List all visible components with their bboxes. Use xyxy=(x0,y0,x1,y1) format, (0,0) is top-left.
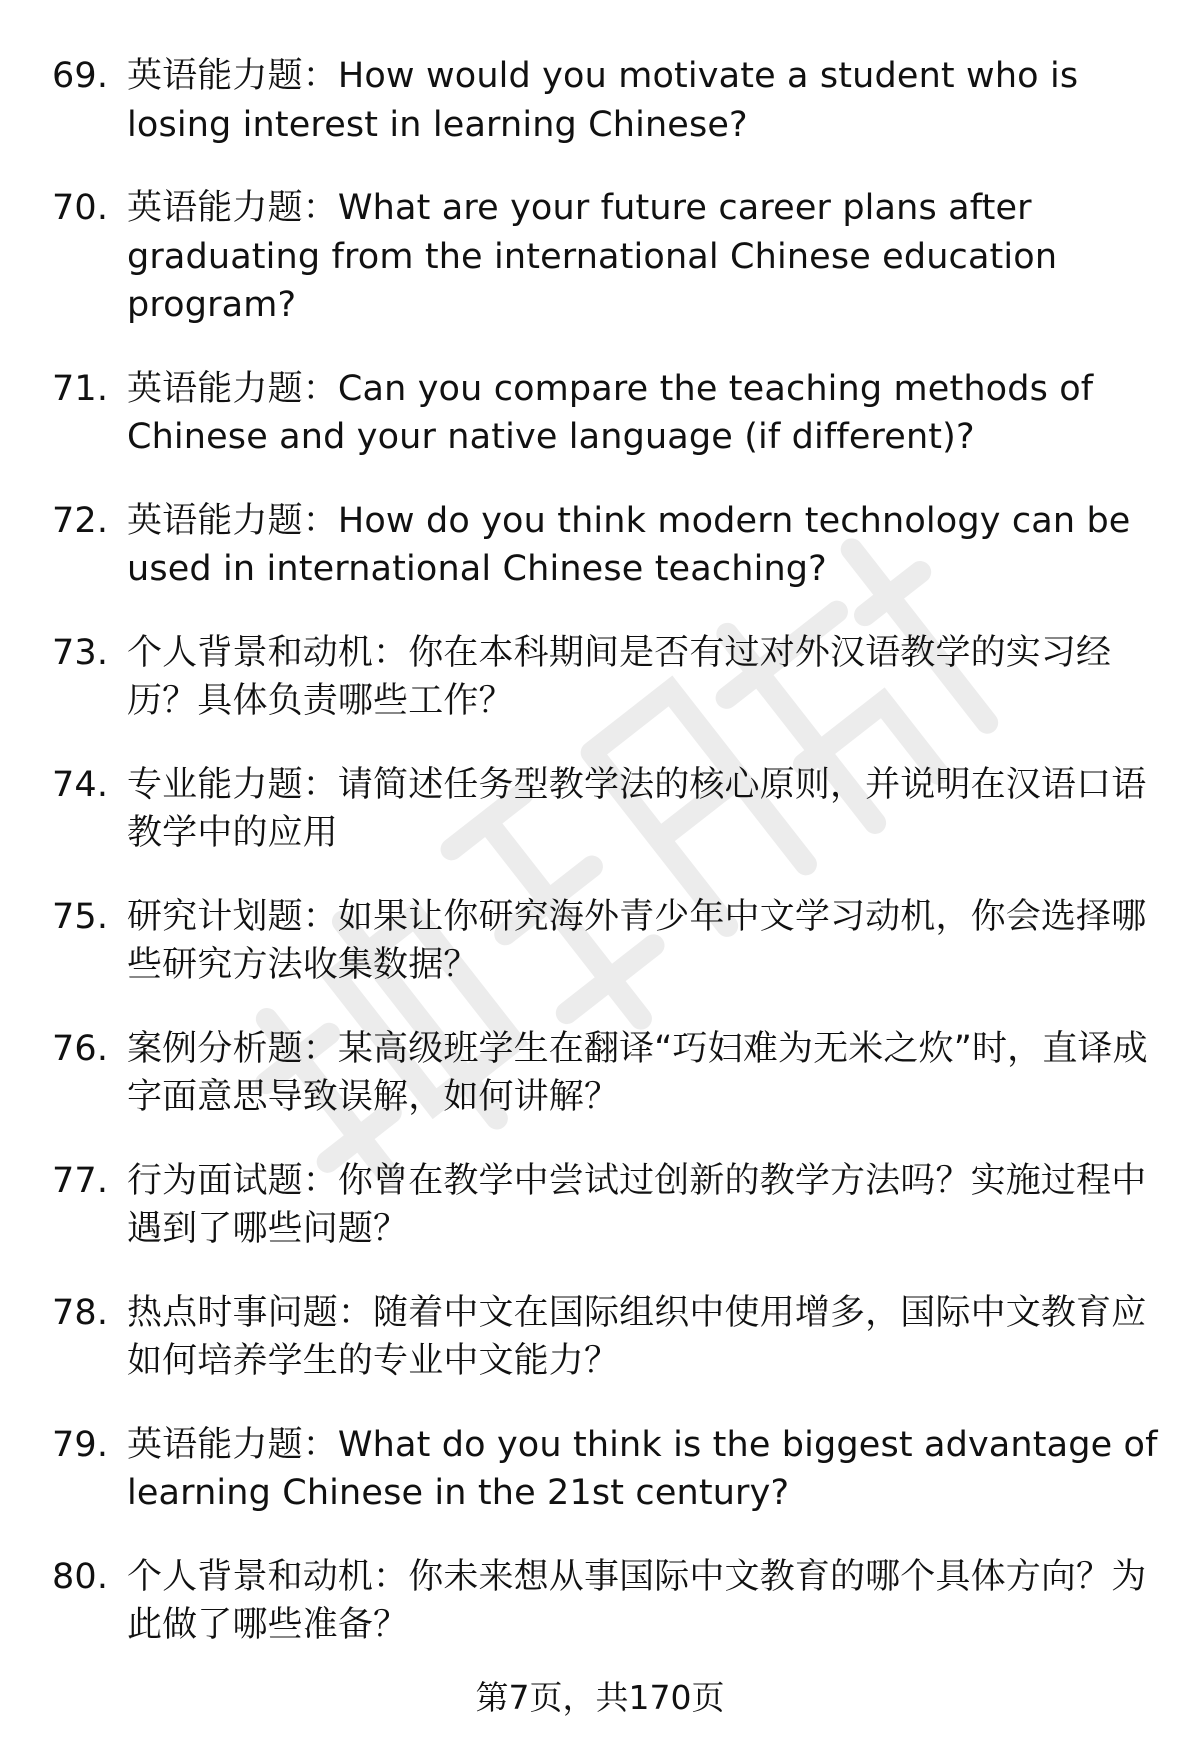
question-number: 78. xyxy=(52,1292,109,1333)
question-number: 79. xyxy=(52,1424,109,1465)
question-number: 75. xyxy=(52,896,109,937)
question-item xyxy=(52,1025,1162,1122)
question-text: 研究计划题：如果让你研究海外青少年中文学习动机，你会选择哪些研究方法收集数据？ xyxy=(127,896,1147,985)
question-text: 英语能力题：How do you think modern technology can be used in international Chinese teaching? xyxy=(127,500,1131,589)
question-text: 热点时事问题：随着中文在国际组织中使用增多，国际中文教育应如何培养学生的专业中文能力？ xyxy=(127,1292,1147,1381)
question-text: 英语能力题：How would you motivate a student who is losing interest in learning Chinese? xyxy=(127,56,1079,145)
question-number: 80. xyxy=(52,1556,109,1597)
question-item xyxy=(52,1553,1162,1650)
question-number: 70. xyxy=(52,188,109,228)
question-item xyxy=(52,1157,1162,1254)
question-text: 行为面试题：你曾在教学中尝试过创新的教学方法吗？实施过程中遇到了哪些问题？ xyxy=(127,1160,1147,1249)
question-number: 74. xyxy=(52,764,109,805)
question-text: 案例分析题：某高级班学生在翻译“巧妇难为无米之炊”时，直译成字面意思导致误解，如何讲解？ xyxy=(127,1028,1148,1117)
question-list xyxy=(52,52,1162,1685)
question-item xyxy=(52,629,1162,726)
question-item xyxy=(52,184,1162,330)
question-item xyxy=(52,497,1162,594)
question-item xyxy=(52,365,1162,462)
page-footer: 第7页，共170页 xyxy=(475,1678,725,1717)
question-text: 英语能力题：Can you compare the teaching methods of Chinese and your native language (if different)? xyxy=(127,368,1094,457)
question-text: 英语能力题：What are your future career plans after graduating from the international Chinese education program? xyxy=(127,188,1058,325)
question-number: 69. xyxy=(52,56,109,96)
question-text: 个人背景和动机：你未来想从事国际中文教育的哪个具体方向？为此做了哪些准备？ xyxy=(127,1556,1147,1645)
question-number: 76. xyxy=(52,1028,109,1069)
question-item xyxy=(52,52,1162,149)
question-number: 71. xyxy=(52,368,109,409)
question-text: 英语能力题：What do you think is the biggest advantage of learning Chinese in the 21st century? xyxy=(127,1424,1158,1513)
question-number: 73. xyxy=(52,632,109,673)
question-item xyxy=(52,893,1162,990)
question-number: 77. xyxy=(52,1160,109,1201)
question-number: 72. xyxy=(52,500,109,541)
question-item xyxy=(52,761,1162,858)
question-item xyxy=(52,1421,1162,1518)
question-text: 个人背景和动机：你在本科期间是否有过对外汉语教学的实习经历？具体负责哪些工作？ xyxy=(127,632,1112,721)
question-item xyxy=(52,1289,1162,1386)
question-text: 专业能力题：请简述任务型教学法的核心原则，并说明在汉语口语教学中的应用 xyxy=(127,764,1147,853)
